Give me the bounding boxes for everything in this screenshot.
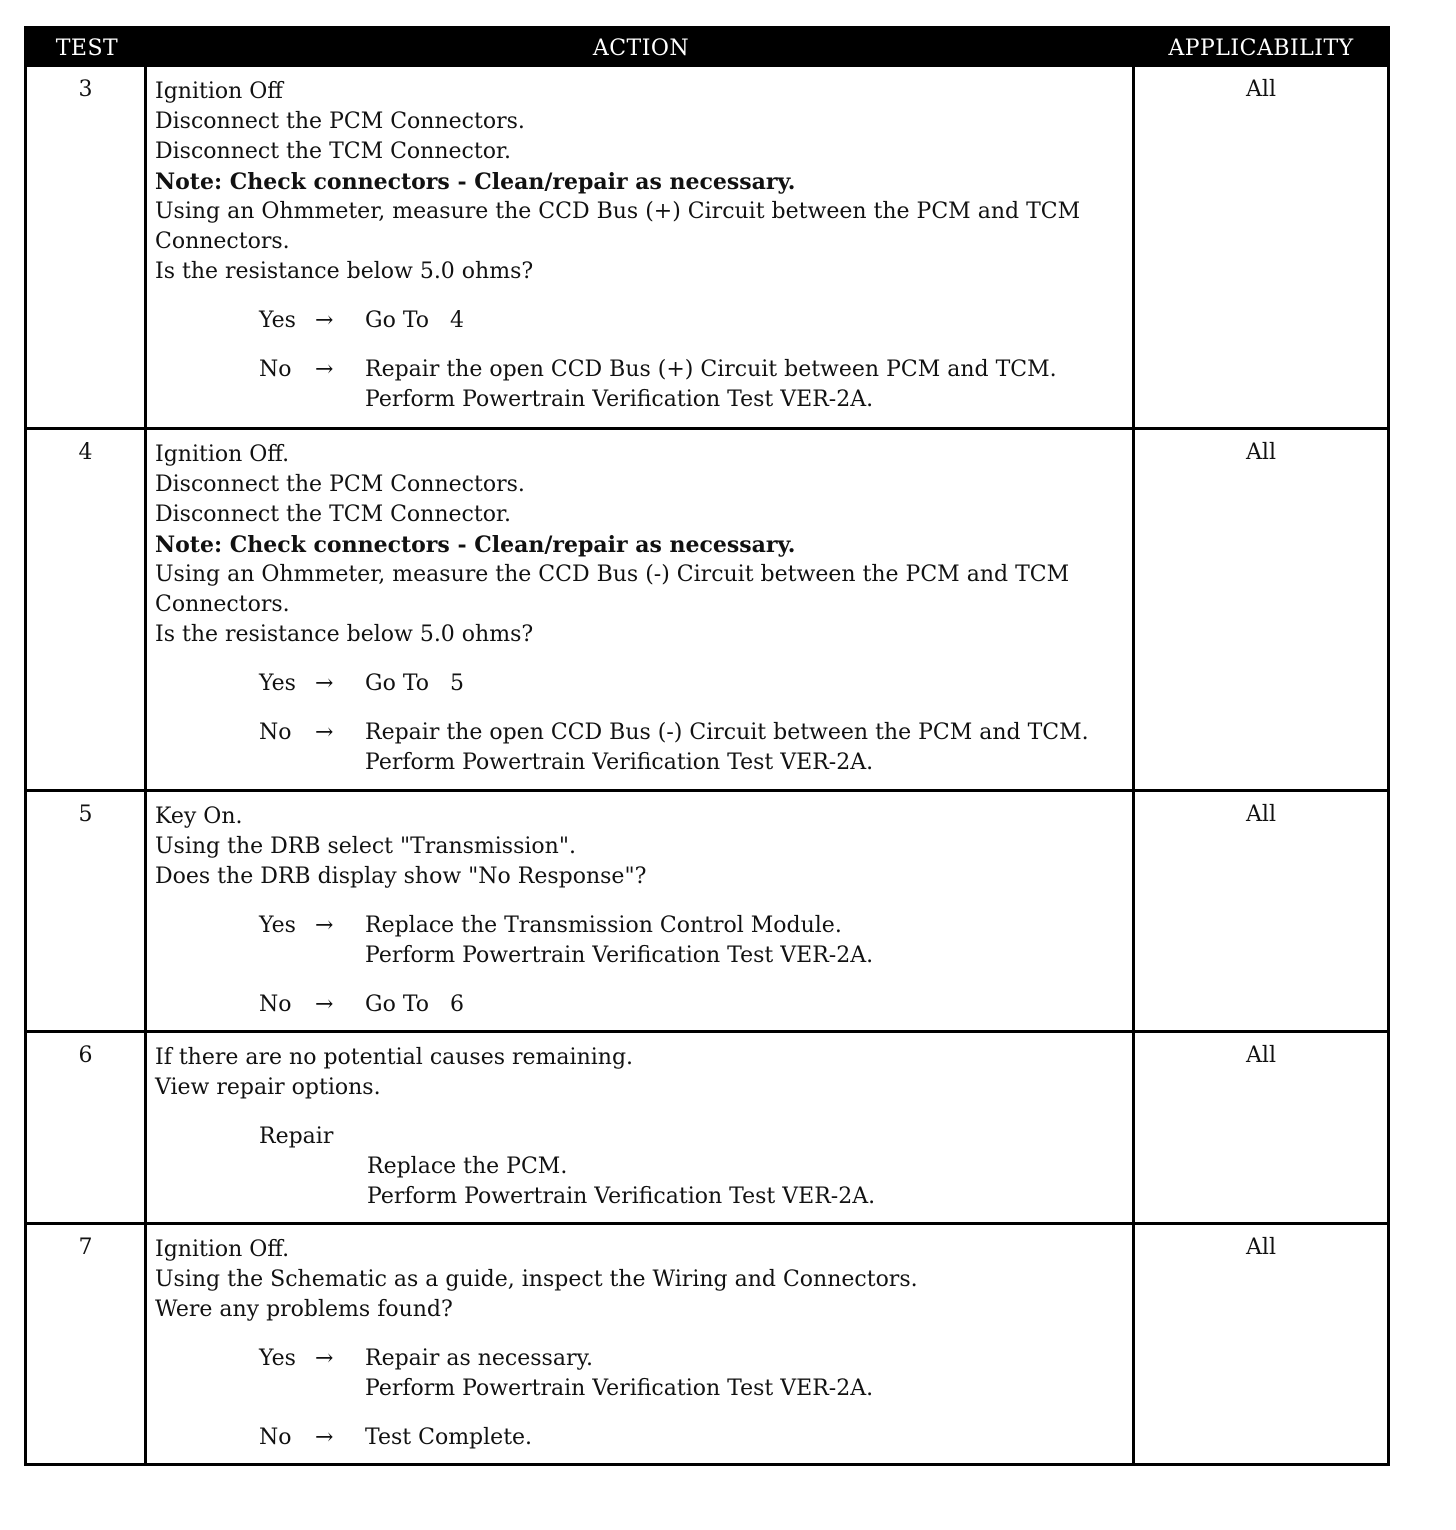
- header-applicability: APPLICABILITY: [1168, 35, 1354, 61]
- action-line: Disconnect the TCM Connector.: [155, 139, 512, 164]
- no-label: No: [259, 992, 292, 1017]
- no-result: Go To 6: [365, 992, 464, 1017]
- action-line: Using the DRB select "Transmission".: [155, 834, 576, 859]
- action-note: Note: Check connectors - Clean/repair as necessary.: [155, 532, 796, 558]
- test-number: 4: [27, 430, 147, 789]
- table-row: [27, 67, 1387, 427]
- action-line: If there are no potential causes remaining.: [155, 1045, 634, 1070]
- applicability-cell: All: [1246, 1235, 1276, 1260]
- no-label: No: [259, 357, 292, 382]
- no-result: Perform Powertrain Verification Test VER-2A.: [365, 750, 874, 775]
- yes-label: Yes: [259, 671, 296, 696]
- yes-label: Yes: [259, 913, 296, 938]
- applicability-cell: All: [1246, 1043, 1276, 1068]
- applicability-cell: All: [1246, 77, 1276, 102]
- action-cell: [147, 792, 1135, 1030]
- action-line: Ignition Off: [155, 79, 283, 104]
- repair-item: Replace the PCM.: [367, 1154, 568, 1179]
- action-line: View repair options.: [155, 1075, 381, 1100]
- yes-result: Go To 4: [365, 308, 464, 333]
- test-number: 6: [27, 1033, 147, 1222]
- action-line: Connectors.: [155, 229, 290, 254]
- action-cell: [147, 430, 1135, 789]
- action-line: Ignition Off.: [155, 442, 290, 467]
- action-line: Key On.: [155, 804, 243, 829]
- no-option: [259, 1423, 1126, 1453]
- action-line: Using the Schematic as a guide, inspect the Wiring and Connectors.: [155, 1267, 918, 1292]
- arrow-icon: →: [315, 1425, 334, 1450]
- yes-option: [259, 911, 1126, 971]
- action-line: Connectors.: [155, 592, 290, 617]
- no-option: [259, 718, 1126, 778]
- header-action: ACTION: [592, 35, 690, 61]
- no-result: Test Complete.: [365, 1425, 533, 1450]
- action-question: Does the DRB display show "No Response"?: [155, 864, 647, 889]
- yes-option: [259, 1344, 1126, 1404]
- arrow-icon: →: [315, 357, 334, 382]
- table-row: [27, 1030, 1387, 1222]
- action-line: Ignition Off.: [155, 1237, 290, 1262]
- yes-result: Go To 5: [365, 671, 464, 696]
- no-result: Repair the open CCD Bus (+) Circuit between PCM and TCM.: [365, 357, 1057, 382]
- yes-label: Yes: [259, 308, 296, 333]
- header-test: TEST: [55, 35, 119, 61]
- action-question: Is the resistance below 5.0 ohms?: [155, 622, 534, 647]
- no-option: [259, 990, 1126, 1020]
- applicability-cell: All: [1246, 440, 1276, 465]
- test-number: 3: [27, 67, 147, 427]
- action-cell: [147, 1033, 1135, 1222]
- action-question: Were any problems found?: [155, 1297, 453, 1322]
- arrow-icon: →: [315, 720, 334, 745]
- arrow-icon: →: [315, 671, 334, 696]
- repair-item: Perform Powertrain Verification Test VER-2A.: [367, 1184, 876, 1209]
- applicability-cell: All: [1246, 802, 1276, 827]
- arrow-icon: →: [315, 913, 334, 938]
- yes-result: Perform Powertrain Verification Test VER-2A.: [365, 943, 874, 968]
- action-line: Disconnect the PCM Connectors.: [155, 472, 525, 497]
- repair-label: Repair: [259, 1124, 334, 1149]
- action-question: Is the resistance below 5.0 ohms?: [155, 259, 534, 284]
- table-row: [27, 1222, 1387, 1463]
- yes-result: Repair as necessary.: [365, 1346, 593, 1371]
- test-number: 5: [27, 792, 147, 1030]
- yes-option: [259, 306, 1126, 336]
- no-label: No: [259, 1425, 292, 1450]
- action-cell: [147, 1225, 1135, 1463]
- arrow-icon: →: [315, 992, 334, 1017]
- yes-result: Replace the Transmission Control Module.: [365, 913, 842, 938]
- table-row: [27, 427, 1387, 789]
- action-line: Using an Ohmmeter, measure the CCD Bus (+) Circuit between the PCM and TCM: [155, 199, 1081, 224]
- test-number: 7: [27, 1225, 147, 1463]
- no-option: [259, 355, 1126, 415]
- yes-result: Perform Powertrain Verification Test VER-2A.: [365, 1376, 874, 1401]
- no-result: Perform Powertrain Verification Test VER-2A.: [365, 387, 874, 412]
- table-header: [27, 29, 1387, 67]
- action-cell: [147, 67, 1135, 427]
- action-line: Disconnect the TCM Connector.: [155, 502, 512, 527]
- arrow-icon: →: [315, 308, 334, 333]
- yes-option: [259, 669, 1126, 699]
- arrow-icon: →: [315, 1346, 334, 1371]
- action-line: Disconnect the PCM Connectors.: [155, 109, 525, 134]
- action-note: Note: Check connectors - Clean/repair as necessary.: [155, 169, 796, 195]
- no-result: Repair the open CCD Bus (-) Circuit between the PCM and TCM.: [365, 720, 1089, 745]
- test-table: [24, 26, 1390, 1466]
- action-line: Using an Ohmmeter, measure the CCD Bus (-) Circuit between the PCM and TCM: [155, 562, 1070, 587]
- table-row: [27, 789, 1387, 1030]
- no-label: No: [259, 720, 292, 745]
- yes-label: Yes: [259, 1346, 296, 1371]
